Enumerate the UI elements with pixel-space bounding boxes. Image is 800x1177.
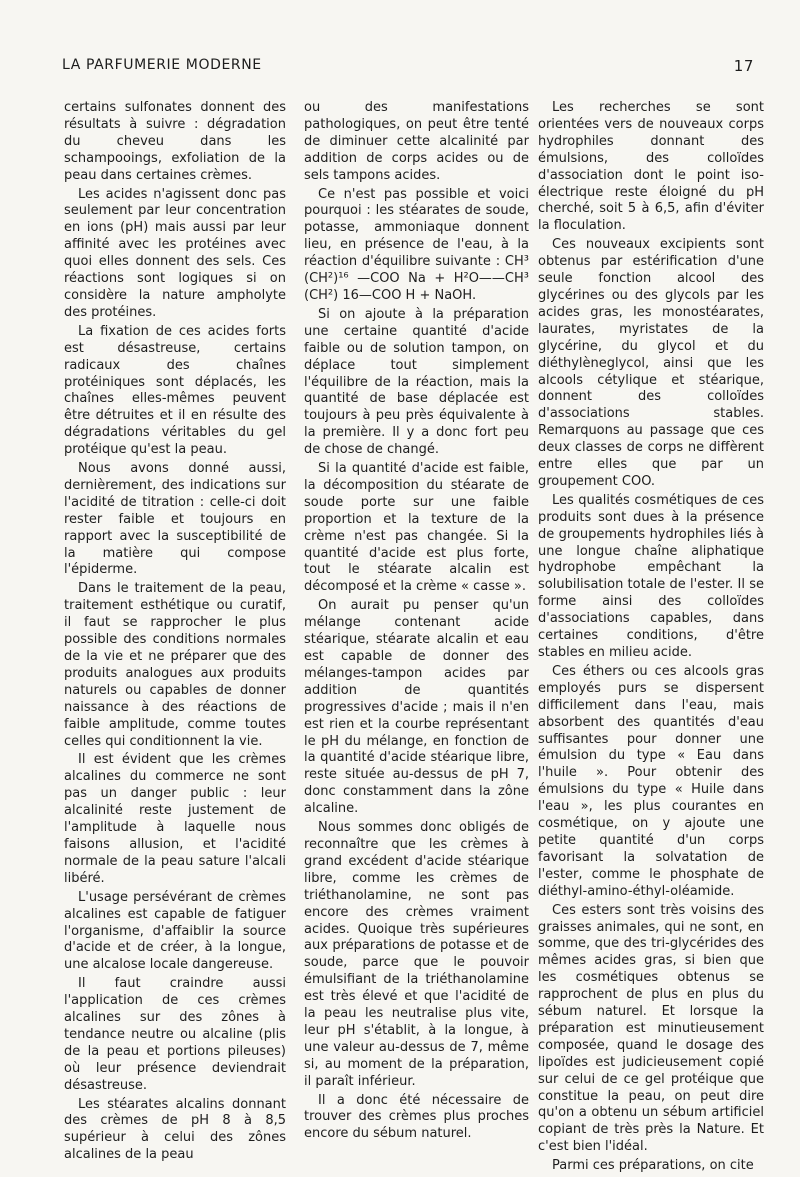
text-column-3 bbox=[538, 100, 764, 1177]
paragraph: Ces nouveaux excipients sont obtenus par estérification d'une seule fonction alcool des glycérines ou des glycols par les acides gras, les monostéarates, laurates, myristates de la glycérine, du glycol et du diéthylèneglycol, ainsi que les alcools cétylique et stéarique, donnent des colloïdes d'associations stables. Remarquons au passage que ces deux classes de corps ne diffèrent entre elles que par un groupement COO. bbox=[538, 237, 764, 489]
paragraph: La fixation de ces acides forts est désastreuse, certains radicaux des chaînes protéiniques sont déplacés, les chaînes elles-mêmes peuvent être détruites et il en résulte des dégradations véritables du gel protéique qu'est la peau. bbox=[64, 323, 286, 458]
paragraph: Il est évident que les crèmes alcalines du commerce ne sont pas un danger public : leur alcalinité reste justement de l'amplitude à laquelle nous faisons allusion, et l'acidité normale de la peau sature l'alcali libéré. bbox=[64, 752, 286, 886]
paragraph: Les recherches se sont orientées vers de nouveaux corps hydrophiles donnant des émulsions, des colloïdes d'association dont le point iso-électrique reste éloigné du pH cherché, soit 5 à 6,5, afin d'éviter la floculation. bbox=[538, 100, 764, 234]
paragraph: Si la quantité d'acide est faible, la décomposition du stéarate de soude porte sur une faible proportion et la texture de la crème n'est pas changée. Si la quantité d'acide est plus forte, tout le stéarate alcalin est décomposé et la crème « casse ». bbox=[304, 461, 529, 595]
paragraph: On aurait pu penser qu'un mélange contenant acide stéarique, stéarate alcalin et eau est capable de donner des mélanges-tampon acides par addition de quantités progressives d'acide ; mais il n'en est rien et la courbe représentant le pH du mélange, en fonction de la quantité d'acide stéarique libre, reste située au-dessus de pH 7, donc constamment dans la zône alcaline. bbox=[304, 598, 529, 817]
paragraph: Ces esters sont très voisins des graisses animales, qui ne sont, en somme, que des tri-glycérides des mêmes acides gras, si bien que les cosmétiques obtenus se rapprochent de plus en plus du sébum naturel. Et lorsque la préparation est minutieusement composée, quand le dosage des lipoïdes est judicieusement copié sur celui de ce gel protéique que constitue la peau, on peut dire qu'on a obtenu un sébum artificiel copiant de très près la Nature. Et c'est bien l'idéal. bbox=[538, 902, 764, 1155]
paragraph: Si on ajoute à la préparation une certaine quantité d'acide faible ou de solution tampon, on déplace tout simplement l'équilibre de la réaction, mais la quantité de base déplacée est toujours à peu près équivalente à la première. Il y a donc fort peu de chose de changé. bbox=[304, 306, 529, 458]
paragraph: certains sulfonates donnent des résultats à suivre : dégradation du cheveu dans les schampooings, exfoliation de la peau dans certaines crèmes. bbox=[64, 100, 286, 183]
paragraph: Nous avons donné aussi, dernièrement, des indications sur l'acidité de titration : celle-ci doit rester faible et toujours en rapport avec la susceptibilité de la matière qui compose l'épiderme. bbox=[64, 461, 286, 578]
paragraph: Les acides n'agissent donc pas seulement par leur concentration en ions (pH) mais aussi par leur affinité avec les protéines avec quoi elles donnent des sels. Ces réactions sont logiques si on considère la nature ampholyte des protéines. bbox=[64, 186, 286, 320]
text-column-1 bbox=[64, 100, 286, 1166]
paragraph: Nous sommes donc obligés de reconnaître que les crèmes à grand excédent d'acide stéarique libre, comme les crèmes de triéthanolamine, ne sont pas encore des crèmes vraiment acides. Quoique très supérieures aux préparations de potasse et de soude, parce que le pouvoir émulsifiant de la triéthanolamine est très élevé et que l'acidité de la peau les neutralise plus vite, leur pH s'établit, à la longue, à une valeur au-dessus de 7, même si, au moment de la préparation, il paraît inférieur. bbox=[304, 820, 529, 1089]
paragraph: Les stéarates alcalins donnant des crèmes de pH 8 à 8,5 supérieur à celui des zônes alcalines de la peau bbox=[64, 1096, 286, 1163]
paragraph: Dans le traitement de la peau, traitement esthétique ou curatif, il faut se rapprocher le plus possible des conditions normales de la vie et ne préparer que des produits analogues aux produits naturels ou capables de donner naissance à des réactions de faible amplitude, comme toutes celles qui conditionnent la vie. bbox=[64, 581, 286, 749]
paragraph: L'usage persévérant de crèmes alcalines est capable de fatiguer l'organisme, d'affaiblir la source d'acide et de créer, à la longue, une alcalose locale dangereuse. bbox=[64, 889, 286, 973]
paragraph: Il faut craindre aussi l'application de ces crèmes alcalines sur des zônes à tendance neutre ou alcaline (plis de la peau et portions pileuses) où leur présence deviendrait désastreuse. bbox=[64, 976, 286, 1093]
paragraph: Ces éthers ou ces alcools gras employés purs se dispersent difficilement dans l'eau, mais absorbent des quantités d'eau suffisantes pour donner une émulsion du type « Eau dans l'huile ». Pour obtenir des émulsions du type « Huile dans l'eau », les plus courantes en cosmétique, on y ajoute une petite quantité d'un corps favorisant la solvatation de l'ester, comme le phosphate de diéthyl-amino-éthyl-oléamide. bbox=[538, 663, 764, 899]
text-column-2 bbox=[304, 100, 529, 1145]
paragraph: Les qualités cosmétiques de ces produits sont dues à la présence de groupements hydrophiles liés à une longue chaîne aliphatique hydrophobe empêchant la solubilisation totale de l'ester. Il se forme ainsi des colloïdes d'associations capables, dans certaines conditions, d'être stables en milieu acide. bbox=[538, 492, 764, 660]
running-title: LA PARFUMERIE MODERNE bbox=[62, 57, 262, 73]
page-number: 17 bbox=[733, 57, 754, 75]
paragraph: Parmi ces préparations, on cite bbox=[552, 1158, 754, 1174]
paragraph: Il a donc été nécessaire de trouver des crèmes plus proches encore du sébum naturel. bbox=[304, 1092, 529, 1142]
paragraph: ou des manifestations pathologiques, on peut être tenté de diminuer cette alcalinité par addition de corps acides ou de sels tampons acides. bbox=[304, 100, 529, 183]
paragraph: Ce n'est pas possible et voici pourquoi : les stéarates de soude, potasse, ammoniaque donnent lieu, en présence de l'eau, à la réaction d'équilibre suivante : CH³ (CH²)¹⁶ —COO Na + H²O——CH³ (CH²) 16—COO H + NaOH. bbox=[304, 186, 529, 303]
